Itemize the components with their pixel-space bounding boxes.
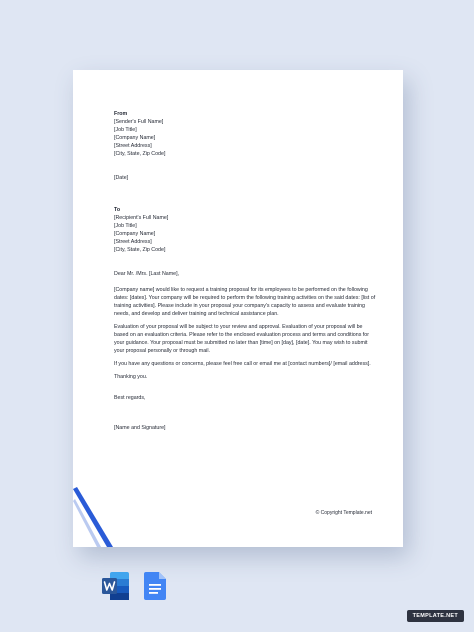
from-line: [Street Address] xyxy=(114,143,152,149)
letter-content xyxy=(114,110,376,432)
from-line: [Company Name] xyxy=(114,135,156,141)
body-paragraph: Thanking you. xyxy=(114,374,148,380)
from-line: [Sender's Full Name] xyxy=(114,119,164,125)
word-icon[interactable] xyxy=(102,571,130,601)
signature-placeholder: [Name and Signature] xyxy=(114,425,166,431)
brand-badge[interactable]: TEMPLATE.NET xyxy=(407,610,464,622)
from-line: [City, State, Zip Code] xyxy=(114,151,166,157)
to-heading: To xyxy=(114,207,121,213)
body-paragraph: [Company name] would like to request a training proposal for its employees to be performed on the following dates: [dates]. Your company will be required to perform the following training activities on the said dates: [list of training activities]. Please include in your proposal your company's capacity to assess and evaluate training needs, and develop and deliver training and technical assistance plan. xyxy=(114,287,376,317)
to-line: [Street Address] xyxy=(114,239,152,245)
to-line: [Job Title] xyxy=(114,223,137,229)
to-line: [Recipient's Full Name] xyxy=(114,215,169,221)
salutation: Dear Mr. /Mrs. [Last Name], xyxy=(114,271,180,277)
from-heading: From xyxy=(114,111,128,117)
letter-page xyxy=(73,70,403,547)
google-docs-icon[interactable] xyxy=(141,571,169,601)
copyright-note: © Copyright Template.net xyxy=(315,510,372,516)
closing: Best regards, xyxy=(114,395,146,401)
body-paragraph: If you have any questions or concerns, please feel free call or email me at [contact numbers]/ [email address]. xyxy=(114,361,371,367)
app-icons xyxy=(102,571,169,601)
from-line: [Job Title] xyxy=(114,127,137,133)
body-paragraph: Evaluation of your proposal will be subject to your review and approval. Evaluation of your proposal will be based on an evaluation criteria. Please refer to the enclosed evaluation process and terms and conditions for your guidance. Your proposal must be submitted no later than [time] on [day], [date]. You may wish to submit your proposal personally or through mail. xyxy=(114,324,369,354)
corner-accent-stripe xyxy=(73,487,143,547)
to-line: [Company Name] xyxy=(114,231,156,237)
letter-date: [Date] xyxy=(114,175,129,181)
to-line: [City, State, Zip Code] xyxy=(114,247,166,253)
